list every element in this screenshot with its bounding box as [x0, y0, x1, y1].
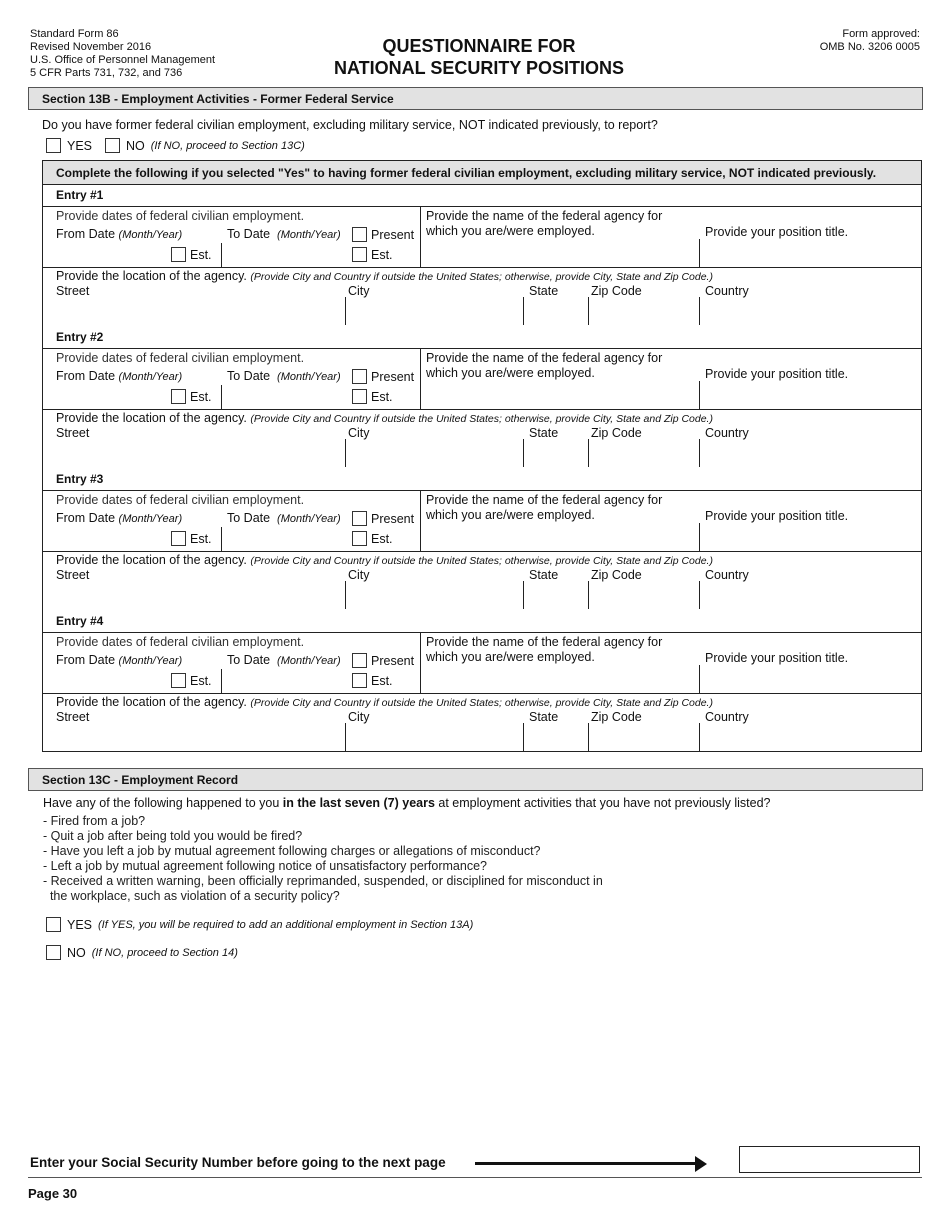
to-date-label: To Date (Month/Year)	[227, 369, 341, 383]
divider	[43, 267, 921, 268]
est-label: Est.	[371, 389, 393, 404]
divider	[43, 632, 921, 633]
divider	[345, 581, 346, 609]
section-13c-header: Section 13C - Employment Record	[28, 768, 923, 791]
divider	[221, 669, 222, 693]
section-13c-list	[43, 814, 603, 904]
city-label: City	[348, 710, 370, 724]
est-label: Est.	[371, 531, 393, 546]
form-cfr: 5 CFR Parts 731, 732, and 736	[30, 67, 183, 79]
list-item: the workplace, such as violation of a security policy?	[43, 889, 340, 903]
present-label: Present	[371, 511, 415, 526]
divider	[43, 348, 921, 349]
country-label: Country	[705, 710, 749, 724]
position-title-label: Provide your position title.	[705, 651, 849, 665]
list-item: - Quit a job after being told you would be fired?	[43, 829, 303, 843]
divider	[345, 439, 346, 467]
to-date-label: To Date (Month/Year)	[227, 653, 341, 667]
form-title-line1: QUESTIONNAIRE FOR	[382, 36, 576, 56]
present-label: Present	[371, 227, 415, 242]
est-label: Est.	[371, 673, 393, 688]
divider	[420, 490, 421, 551]
yes-note: (If YES, you will be required to add an additional employment in Section 13A)	[98, 918, 474, 931]
list-item: - Left a job by mutual agreement following notice of unsatisfactory performance?	[43, 859, 487, 873]
dates-title: Provide dates of federal civilian employment.	[56, 493, 305, 507]
divider	[699, 523, 700, 551]
section-13c-yes-option	[46, 917, 473, 932]
street-label: Street	[56, 568, 90, 582]
present-checkbox[interactable]	[352, 227, 367, 242]
est-label: Est.	[190, 247, 212, 262]
to-est-checkbox[interactable]	[352, 389, 367, 404]
divider	[699, 439, 700, 467]
divider	[420, 632, 421, 693]
country-label: Country	[705, 284, 749, 298]
to-date-label: To Date (Month/Year)	[227, 511, 341, 525]
section-13b-header: Section 13B - Employment Activities - Former Federal Service	[28, 87, 923, 110]
divider	[523, 297, 524, 325]
present-label: Present	[371, 653, 415, 668]
section-13b-yes-checkbox[interactable]	[46, 138, 61, 153]
state-label: State	[529, 284, 559, 298]
location-title: Provide the location of the agency. (Provide City and Country if outside the United States; otherwise, provide City, State and Zip Code.)	[56, 269, 713, 283]
form-title-line2: NATIONAL SECURITY POSITIONS	[333, 58, 625, 78]
country-label: Country	[705, 426, 749, 440]
divider	[699, 723, 700, 751]
section-13b-no-checkbox[interactable]	[105, 138, 120, 153]
zip-label: Zip Code	[591, 426, 642, 440]
street-label: Street	[56, 710, 90, 724]
dates-title: Provide dates of federal civilian employment.	[56, 351, 305, 365]
agency-name-label: Provide the name of the federal agency for which you are/were employed.	[426, 351, 663, 380]
section-13b-question: Do you have former federal civilian employment, excluding military service, NOT indicated previously, to report?	[42, 118, 658, 132]
arrow-head-icon	[695, 1156, 707, 1172]
city-label: City	[348, 284, 370, 298]
to-est-option	[352, 389, 393, 404]
section-13c-no-checkbox[interactable]	[46, 945, 61, 960]
from-est-checkbox[interactable]	[171, 673, 186, 688]
divider	[588, 297, 589, 325]
position-title-label: Provide your position title.	[705, 225, 849, 239]
divider	[43, 206, 921, 207]
no-note: (If NO, proceed to Section 13C)	[150, 139, 305, 152]
section-13b-yes-option	[46, 138, 92, 153]
position-title-label: Provide your position title.	[705, 509, 849, 523]
divider	[588, 723, 589, 751]
footer-divider	[28, 1177, 922, 1178]
present-checkbox[interactable]	[352, 369, 367, 384]
list-item: - Fired from a job?	[43, 814, 146, 828]
city-label: City	[348, 568, 370, 582]
divider	[43, 409, 921, 410]
divider	[420, 206, 421, 267]
divider	[523, 723, 524, 751]
employment-entry-4	[43, 611, 921, 752]
divider	[43, 490, 921, 491]
present-option	[352, 227, 414, 242]
form-title	[0, 35, 950, 79]
divider	[43, 551, 921, 552]
employment-entry-2	[43, 327, 921, 468]
divider	[699, 381, 700, 409]
est-label: Est.	[190, 531, 212, 546]
present-checkbox[interactable]	[352, 653, 367, 668]
divider	[699, 581, 700, 609]
position-title-label: Provide your position title.	[705, 367, 849, 381]
from-date-label: From Date (Month/Year)	[56, 369, 183, 383]
section-13c-question: Have any of the following happened to you in the last seven (7) years at employment activities that you have not previously listed?	[43, 796, 771, 810]
employment-entry-3	[43, 469, 921, 610]
from-est-option	[171, 389, 212, 404]
agency-name-label: Provide the name of the federal agency for which you are/were employed.	[426, 635, 663, 664]
from-est-checkbox[interactable]	[171, 389, 186, 404]
no-label: NO	[67, 945, 86, 960]
present-option	[352, 369, 414, 384]
ssn-input[interactable]	[739, 1146, 920, 1173]
form-number: Standard Form 86	[30, 28, 119, 40]
form-agency: U.S. Office of Personnel Management	[30, 54, 216, 66]
divider	[588, 439, 589, 467]
dates-title: Provide dates of federal civilian employment.	[56, 635, 305, 649]
employment-entry-1	[43, 185, 921, 326]
est-label: Est.	[371, 247, 393, 262]
approved-label: Form approved:	[842, 28, 920, 40]
divider	[699, 297, 700, 325]
page-number: Page 30	[28, 1186, 78, 1201]
section-13b-no-option	[105, 138, 305, 153]
agency-name-label: Provide the name of the federal agency for which you are/were employed.	[426, 209, 663, 238]
location-title: Provide the location of the agency. (Provide City and Country if outside the United States; otherwise, provide City, State and Zip Code.)	[56, 411, 713, 425]
to-date-label: To Date (Month/Year)	[227, 227, 341, 241]
to-est-option	[352, 247, 393, 262]
no-note: (If NO, proceed to Section 14)	[91, 946, 238, 959]
from-est-option	[171, 531, 212, 546]
from-est-checkbox[interactable]	[171, 247, 186, 262]
from-date-label: From Date (Month/Year)	[56, 511, 183, 525]
street-label: Street	[56, 284, 90, 298]
from-date-label: From Date (Month/Year)	[56, 227, 183, 241]
to-est-checkbox[interactable]	[352, 673, 367, 688]
location-title: Provide the location of the agency. (Provide City and Country if outside the United States; otherwise, provide City, State and Zip Code.)	[56, 695, 713, 709]
section-13c-yes-checkbox[interactable]	[46, 917, 61, 932]
no-label: NO	[126, 138, 145, 153]
divider	[221, 527, 222, 551]
city-label: City	[348, 426, 370, 440]
former-federal-employment-entries	[42, 160, 922, 752]
omb-approval	[820, 28, 920, 54]
yes-label: YES	[67, 138, 93, 153]
entries-instruction: Complete the following if you selected "Yes" to having former federal civilian employment, excluding military service, NOT indicated previously.	[43, 161, 921, 185]
street-label: Street	[56, 426, 90, 440]
list-item: - Have you left a job by mutual agreement following charges or allegations of misconduct?	[43, 844, 541, 858]
zip-label: Zip Code	[591, 284, 642, 298]
present-option	[352, 511, 414, 526]
form-revision: Revised November 2016	[30, 41, 152, 53]
state-label: State	[529, 710, 559, 724]
from-est-option	[171, 247, 212, 262]
est-label: Est.	[190, 389, 212, 404]
divider	[699, 239, 700, 267]
section-13c-no-option	[46, 945, 238, 960]
divider	[523, 439, 524, 467]
present-option	[352, 653, 414, 668]
state-label: State	[529, 426, 559, 440]
entry-title: Entry #2	[56, 330, 104, 344]
ssn-prompt: Enter your Social Security Number before going to the next page	[30, 1155, 446, 1170]
from-est-checkbox[interactable]	[171, 531, 186, 546]
omb-number: OMB No. 3206 0005	[819, 41, 920, 53]
from-est-option	[171, 673, 212, 688]
divider	[221, 385, 222, 409]
divider	[420, 348, 421, 409]
present-checkbox[interactable]	[352, 511, 367, 526]
divider	[588, 581, 589, 609]
entry-title: Entry #3	[56, 472, 104, 486]
divider	[221, 243, 222, 267]
to-est-option	[352, 531, 393, 546]
arrow-right-icon	[475, 1162, 697, 1165]
to-est-checkbox[interactable]	[352, 531, 367, 546]
zip-label: Zip Code	[591, 710, 642, 724]
divider	[345, 723, 346, 751]
zip-label: Zip Code	[591, 568, 642, 582]
entry-title: Entry #4	[56, 614, 104, 628]
divider	[523, 581, 524, 609]
location-title: Provide the location of the agency. (Provide City and Country if outside the United States; otherwise, provide City, State and Zip Code.)	[56, 553, 713, 567]
present-label: Present	[371, 369, 415, 384]
to-est-option	[352, 673, 393, 688]
from-date-label: From Date (Month/Year)	[56, 653, 183, 667]
yes-label: YES	[67, 917, 93, 932]
est-label: Est.	[190, 673, 212, 688]
list-item: - Received a written warning, been officially reprimanded, suspended, or disciplined for misconduct in	[43, 874, 603, 888]
to-est-checkbox[interactable]	[352, 247, 367, 262]
country-label: Country	[705, 568, 749, 582]
dates-title: Provide dates of federal civilian employment.	[56, 209, 305, 223]
divider	[43, 693, 921, 694]
divider	[345, 297, 346, 325]
entry-title: Entry #1	[56, 188, 104, 202]
state-label: State	[529, 568, 559, 582]
divider	[699, 665, 700, 693]
agency-name-label: Provide the name of the federal agency for which you are/were employed.	[426, 493, 663, 522]
